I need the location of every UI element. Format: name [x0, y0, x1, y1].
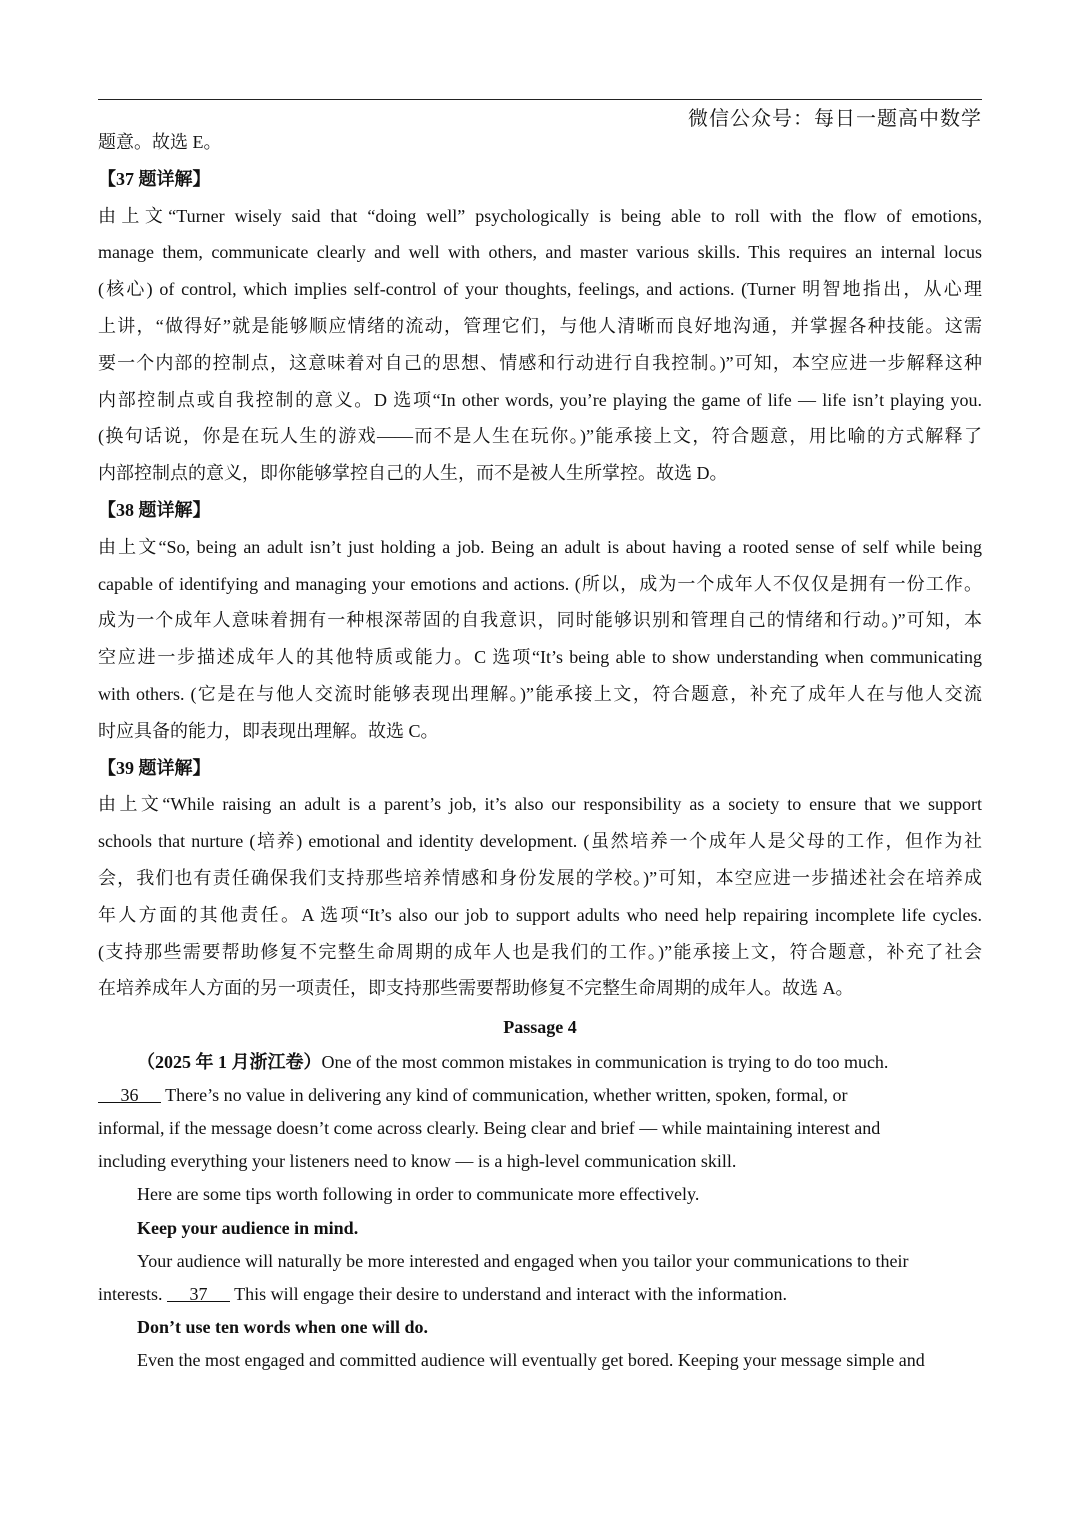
line-text: (核心) of control, which implies self-control of your thoughts, feelings, and actions. (Turner 明智地指出，从心理 [98, 279, 982, 300]
text-line [98, 1348, 982, 1372]
bold-heading: （2025 年 1 月浙江卷） [137, 1052, 322, 1072]
line-text: 上讲，“做得好”就是能够顺应情绪的流动，管理它们，与他人清晰而良好地沟通，并掌握各种技能。这需 [98, 316, 982, 336]
text-line [98, 645, 982, 669]
line-text: Even the most engaged and committed audience will eventually get bored. Keeping your message simple and [137, 1349, 925, 1370]
text-line [98, 130, 982, 154]
line-text: (支持那些需要帮助修复不完整生命周期的成年人也是我们的工作。)”能承接上文，符合题意，补充了社会 [98, 941, 982, 962]
line-text: capable of identifying and managing your emotions and actions. (所以，成为一个成年人不仅仅是拥有一份工作。 [98, 573, 982, 594]
header-watermark: 微信公众号：每日一题高中数学 [688, 106, 982, 130]
line-text: 成为一个成年人意味着拥有一种根深蒂固的自我意识，同时能够识别和管理自己的情绪和行动。)”可知，本 [98, 610, 982, 631]
line-text: with others. (它是在与他人交流时能够表现出理解。)”能承接上文，符合题意，补充了成年人在与他人交流 [98, 684, 982, 704]
text-line [98, 829, 982, 853]
text-line [98, 1249, 982, 1273]
bold-heading: 【39 题详解】 [98, 757, 211, 778]
text-line [98, 756, 982, 780]
line-text: 内部控制点或自我控制的意义。D 选项“In other words, you’re playing the game of life — life isn’t playing you. [98, 389, 982, 410]
line-text: manage them, communicate clearly and well with others, and master various skills. This requires an internal locus [98, 242, 982, 263]
line-text: Here are some tips worth following in order to communicate more effectively. [137, 1184, 700, 1205]
text-line [98, 1182, 982, 1206]
text-line [98, 388, 982, 412]
passage-title: Passage 4 [503, 1017, 577, 1037]
text-line [98, 903, 982, 927]
line-text: 在培养成年人方面的另一项责任，即支持那些需要帮助修复不完整生命周期的成年人。故选 A。 [98, 978, 854, 999]
line-text: informal, if the message doesn’t come across clearly. Being clear and brief — while maintaining interest and [98, 1118, 881, 1139]
line-text: 会，我们也有责任确保我们支持那些培养情感和身份发展的学校。)”可知，本空应进一步描述社会在培养成 [98, 868, 982, 888]
line-text: Your audience will naturally be more interested and engaged when you tailor your communications to their [137, 1250, 909, 1271]
text-line [98, 1315, 982, 1339]
text-line [98, 1149, 982, 1173]
line-text: One of the most common mistakes in communication is trying to do too much. [321, 1052, 889, 1072]
text-line [98, 792, 982, 816]
text-line [98, 1216, 982, 1240]
text-line [98, 1282, 982, 1306]
bold-heading: 【37 题详解】 [98, 168, 211, 189]
text-line [98, 572, 982, 596]
text-line [98, 498, 982, 522]
bold-heading: 【38 题详解】 [98, 500, 211, 520]
line-text: schools that nurture (培养) emotional and identity development. (虽然培养一个成年人是父母的工作，但作为社 [98, 831, 982, 852]
text-line [98, 608, 982, 632]
text-line [98, 424, 982, 448]
text-line [98, 719, 982, 743]
line-text: There’s no value in delivering any kind of communication, whether written, spoken, formal, or [161, 1085, 848, 1106]
text-line [98, 866, 982, 890]
line-text: 题意。故选 E。 [98, 132, 222, 152]
text-line [98, 976, 982, 1000]
answer-blank [167, 1282, 230, 1306]
blank-number: 37 [189, 1283, 208, 1304]
line-text: 由上文“So, being an adult isn’t just holding a job. Being an adult is about having a rooted sense of self while being [98, 536, 982, 557]
line-text: 内部控制点的意义，即你能够掌控自己的人生，而不是被人生所掌控。故选 D。 [98, 463, 728, 484]
line-text: 空应进一步描述成年人的其他特质或能力。C 选项“It’s being able to show understanding when communicating [98, 647, 982, 668]
text-line [98, 167, 982, 191]
line-text: This will engage their desire to understand and interact with the information. [230, 1283, 788, 1304]
line-text: 年人方面的其他责任。A 选项“It’s also our job to support adults who need help repairing incomplete life cycles. [98, 904, 982, 925]
text-line [98, 204, 982, 228]
line-text: (换句话说，你是在玩人生的游戏——而不是人生在玩你。)”能承接上文，符合题意，用比喻的方式解释了 [98, 426, 982, 447]
bold-heading: Don’t use ten words when one will do. [137, 1316, 429, 1337]
answer-blank [98, 1083, 161, 1107]
text-line [98, 1083, 982, 1107]
text-line [98, 240, 982, 264]
text-line [98, 351, 982, 375]
text-line [98, 535, 982, 559]
line-text: 时应具备的能力，即表现出理解。故选 C。 [98, 720, 439, 741]
bold-heading: Keep your audience in mind. [137, 1217, 359, 1238]
text-line [98, 1050, 982, 1074]
header-rule [98, 99, 982, 100]
line-text: 由上文“Turner wisely said that “doing well” psychologically is being able to roll with the flow of emotions, [98, 205, 982, 226]
text-line [98, 314, 982, 338]
line-text: 要一个内部的控制点，这意味着对自己的思想、情感和行动进行自我控制。)”可知，本空应进一步解释这种 [98, 352, 982, 373]
line-prefix: interests. [98, 1283, 167, 1304]
text-line [98, 277, 982, 301]
line-text: including everything your listeners need to know — is a high-level communication skill. [98, 1151, 737, 1172]
text-line [98, 461, 982, 485]
line-text: 由上文“While raising an adult is a parent’s job, it’s also our responsibility as a society to ensure that we support [98, 794, 982, 815]
text-line [98, 1116, 982, 1140]
text-line [98, 940, 982, 964]
text-line [98, 682, 982, 706]
blank-number: 36 [120, 1085, 139, 1106]
